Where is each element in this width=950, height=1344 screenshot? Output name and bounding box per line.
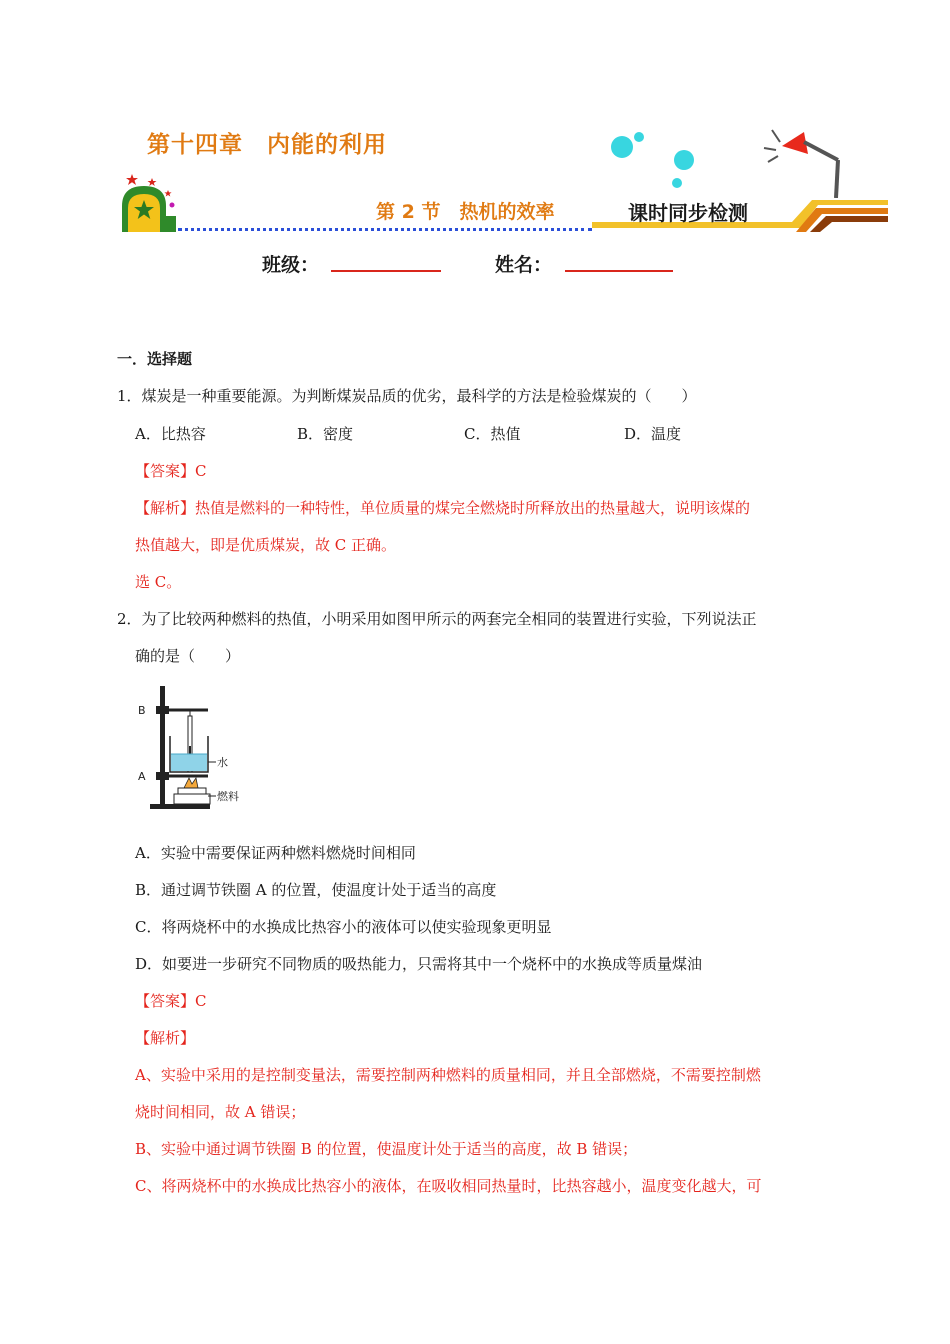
q1-answer: 【答案】C	[135, 462, 207, 480]
q2-analysis-label: 【解析】	[135, 1029, 196, 1047]
bubbles-decoration	[608, 128, 698, 192]
q2-option-a: A．实验中需要保证两种燃料燃烧时间相同	[135, 844, 416, 862]
q2-analysis-line-2: 烧时间相同，故 A 错误；	[135, 1103, 306, 1121]
q2-answer: 【答案】C	[135, 992, 207, 1010]
q1-analysis-line-2: 热值越大，即是优质煤炭，故 C 正确。	[135, 536, 397, 554]
series-title: 课时同步检测	[628, 201, 748, 225]
apparatus-figure	[132, 680, 242, 812]
question-2-stem-line-2: 确的是（ ）	[135, 647, 241, 665]
header-badge-logo	[118, 172, 180, 234]
figure-label-water: 水	[217, 756, 228, 769]
figure-label-b: B	[138, 704, 146, 717]
q1-analysis-line-1: 【解析】热值是燃料的一种特性，单位质量的煤完全燃烧时所释放出的热量越大，说明该煤的	[135, 499, 751, 517]
q1-option-a: A．比热容	[135, 425, 206, 443]
q1-option-d: D．温度	[624, 425, 682, 443]
figure-label-fuel: 燃料	[217, 790, 239, 803]
q2-option-c: C．将两烧杯中的水换成比热容小的液体可以使实验现象更明显	[135, 918, 552, 936]
q2-analysis-line-1: A、实验中采用的是控制变量法，需要控制两种燃料的质量相同，并且全部燃烧，不需要控制燃	[135, 1066, 761, 1084]
q2-option-d: D．如要进一步研究不同物质的吸热能力，只需将其中一个烧杯中的水换成等质量煤油	[135, 955, 703, 973]
q2-analysis-line-3: B、实验中通过调节铁圈 B 的位置，使温度计处于适当的高度，故 B 错误；	[135, 1140, 638, 1158]
class-label: 班级：	[262, 254, 320, 276]
q2-option-b: B．通过调节铁圈 A 的位置，使温度计处于适当的高度	[135, 881, 497, 899]
q1-option-c: C．热值	[464, 425, 521, 443]
q2-analysis-line-4: C、将两烧杯中的水换成比热容小的液体，在吸收相同热量时，比热容越小，温度变化越大，可	[135, 1177, 762, 1195]
section-heading: 一．选择题	[117, 350, 193, 368]
section-title: 第 2 节 热机的效率	[376, 201, 555, 223]
question-2-stem-line-1: 2．为了比较两种燃料的热值，小明采用如图甲所示的两套完全相同的装置进行实验，下列说法正	[117, 610, 757, 628]
name-field[interactable]	[565, 270, 673, 272]
chapter-title: 第十四章 内能的利用	[147, 132, 387, 158]
q1-option-b: B．密度	[297, 425, 354, 443]
question-1-stem: 1．煤炭是一种重要能源。为判断煤炭品质的优劣，最科学的方法是检验煤炭的（ ）	[117, 387, 697, 405]
name-label: 姓名：	[495, 254, 553, 276]
class-field[interactable]	[331, 270, 441, 272]
desk-lamp-icon	[760, 128, 850, 198]
figure-label-a: A	[138, 770, 146, 783]
header-divider	[178, 228, 592, 231]
q1-conclusion: 选 C。	[135, 573, 182, 591]
